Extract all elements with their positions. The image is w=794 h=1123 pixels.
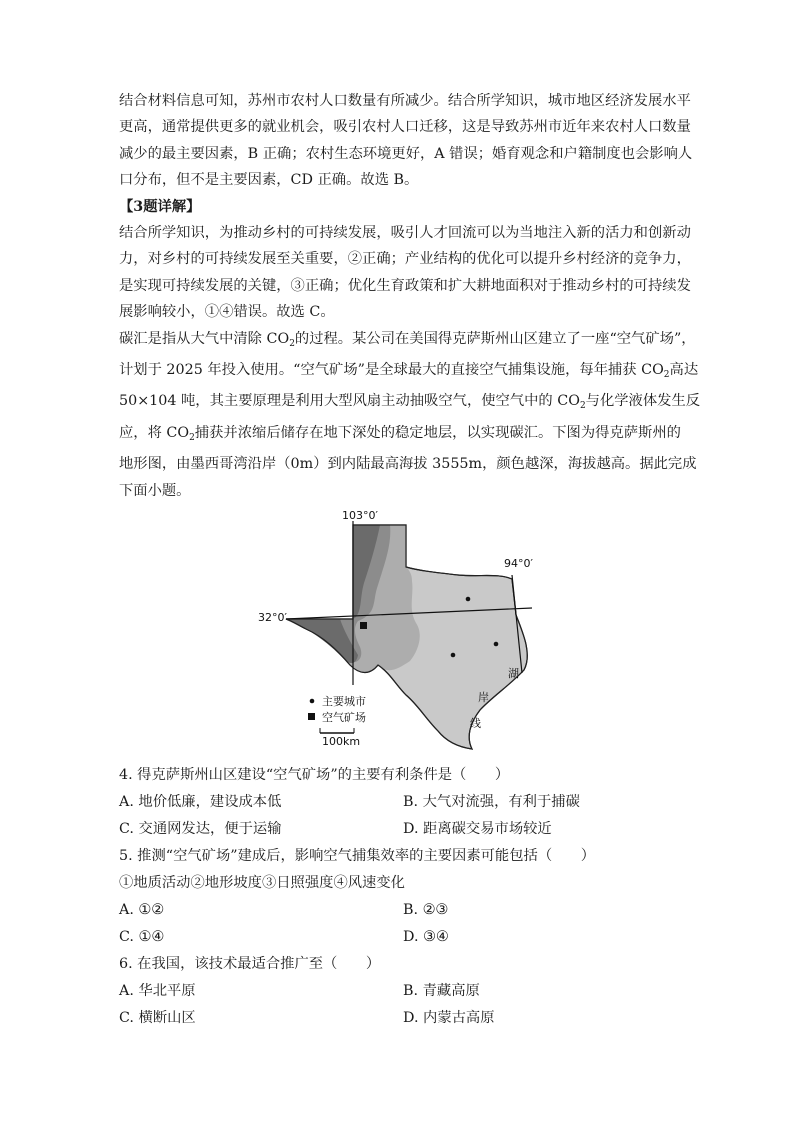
text-line: 更高，通常提供更多的就业机会，吸引农村人口迁移，这是导致苏州市近年来农村人口数量: [119, 119, 691, 136]
legend-plant-label: 空气矿场: [322, 711, 366, 724]
subscript: 2: [663, 370, 670, 381]
text-fragment: 的过程。某公司在美国得克萨斯州山区建立了一座“空气矿场”，: [294, 330, 696, 347]
question-5-items: ①地质活动②地形坡度③日照强度④风速变化: [119, 875, 405, 891]
text-line: 减少的最主要因素，B 正确；农村生态环境更好，A 错误；婚育观念和户籍制度也会影响人: [119, 145, 693, 162]
option-b[interactable]: B. ②③: [403, 902, 449, 918]
city-marker: [451, 653, 456, 658]
option-d[interactable]: D. 距离碳交易市场较近: [403, 821, 552, 837]
longitude-label-103: 103°0′: [342, 509, 378, 522]
option-d[interactable]: D. 内蒙古高原: [403, 1010, 495, 1026]
legend-plant-symbol: [308, 713, 315, 720]
option-c[interactable]: C. 横断山区: [119, 1010, 196, 1026]
text-line: [119, 388, 701, 419]
legend-city-symbol: [310, 699, 315, 704]
question-4-stem: 4. 得克萨斯州山区建设“空气矿场”的主要有利条件是（ ）: [119, 767, 510, 783]
option-c[interactable]: C. 交通网发达，便于运输: [119, 821, 282, 837]
document-page: [119, 88, 701, 504]
city-marker: [466, 597, 471, 602]
longitude-label-94: 94°0′: [504, 557, 533, 570]
subscript: 2: [189, 432, 195, 443]
texas-terrain-map: [240, 505, 550, 755]
text-line: [119, 326, 696, 357]
latitude-label-32: 32°0′: [258, 611, 287, 624]
question-4-options-row-2: [119, 816, 679, 843]
city-marker: [494, 642, 499, 647]
text-line: 口分布，但不是主要因素，CD 正确。故选 B。: [119, 172, 419, 189]
legend-city-label: 主要城市: [322, 695, 366, 708]
question-5-stem: 5. 推测“空气矿场”建成后，影响空气捕集效率的主要因素可能包括（ ）: [119, 848, 596, 864]
question-4-options-row-1: [119, 789, 679, 816]
option-b[interactable]: B. 青藏高原: [403, 983, 480, 999]
question-6-options-row-2: [119, 1005, 679, 1032]
scale-label: 100km: [322, 735, 361, 748]
answer-paragraph-3: [119, 220, 691, 326]
air-mine-marker: [360, 622, 367, 629]
question-5-options-row-2: [119, 924, 679, 951]
question-5-options-row-1: [119, 897, 679, 924]
coast-label-2: 岸: [478, 691, 489, 704]
option-c[interactable]: C. ①④: [119, 929, 165, 945]
coast-label-1: 湖: [508, 667, 519, 680]
map-svg: [240, 505, 550, 755]
text-fragment: 捕获并浓缩后储存在地下深处的稳定地层，以实现碳汇。下图为得克萨斯州的: [194, 424, 681, 441]
option-a[interactable]: A. ①②: [119, 902, 165, 918]
subscript: 2: [579, 401, 586, 412]
text-line: 展影响较小，①④错误。故选 C。: [119, 304, 335, 321]
text-fragment: 高达: [669, 362, 699, 379]
question-6-stem: 6. 在我国，该技术最适合推广至（ ）: [119, 956, 381, 972]
section-heading-3: 【3题详解】: [119, 198, 201, 215]
text-line: [119, 357, 699, 388]
question-6-options-row-1: [119, 978, 679, 1005]
text-line: 结合所学知识，为推动乡村的可持续发展，吸引人才回流可以为当地注入新的活力和创新动: [119, 225, 691, 242]
text-line: 下面小题。: [119, 482, 191, 499]
option-d[interactable]: D. ③④: [403, 929, 449, 945]
option-b[interactable]: B. 大气对流强，有利于捕碳: [403, 794, 580, 810]
text-fragment: 应，将 CO: [119, 424, 190, 441]
text-line: 地形图，由墨西哥湾沿岸（0m）到内陆最高海拔 3555m，颜色越深，海拔越高。据此完成: [119, 456, 697, 473]
text-fragment: 与化学液体发生反: [585, 393, 701, 410]
subscript: 2: [289, 338, 295, 349]
option-a[interactable]: A. 地价低廉，建设成本低: [119, 794, 282, 810]
coast-label-3: 线: [470, 717, 481, 730]
text-line: [119, 420, 679, 451]
text-fragment: 计划于 2025 年投入使用。“空气矿场”是全球最大的直接空气捕集设施，每年捕获 CO: [119, 362, 664, 379]
answer-paragraph-2: [119, 88, 693, 194]
text-line: 结合材料信息可知，苏州市农村人口数量有所减少。结合所学知识，城市地区经济发展水平: [119, 93, 691, 109]
text-line: 力，对乡村的可持续发展至关重要，②正确；产业结构的优化可以提升乡村经济的竞争力，: [119, 251, 691, 268]
text-fragment: 50×104 吨，其主要原理是利用大型风扇主动抽吸空气，使空气中的 CO: [119, 393, 580, 410]
text-line: 是实现可持续发展的关键，③正确；优化生育政策和扩大耕地面积对于推动乡村的可持续发: [119, 277, 691, 294]
questions-block: [119, 762, 679, 1032]
text-fragment: 碳汇是指从大气中清除 CO: [119, 330, 290, 347]
material-paragraph: [119, 326, 701, 504]
option-a[interactable]: A. 华北平原: [119, 983, 196, 999]
